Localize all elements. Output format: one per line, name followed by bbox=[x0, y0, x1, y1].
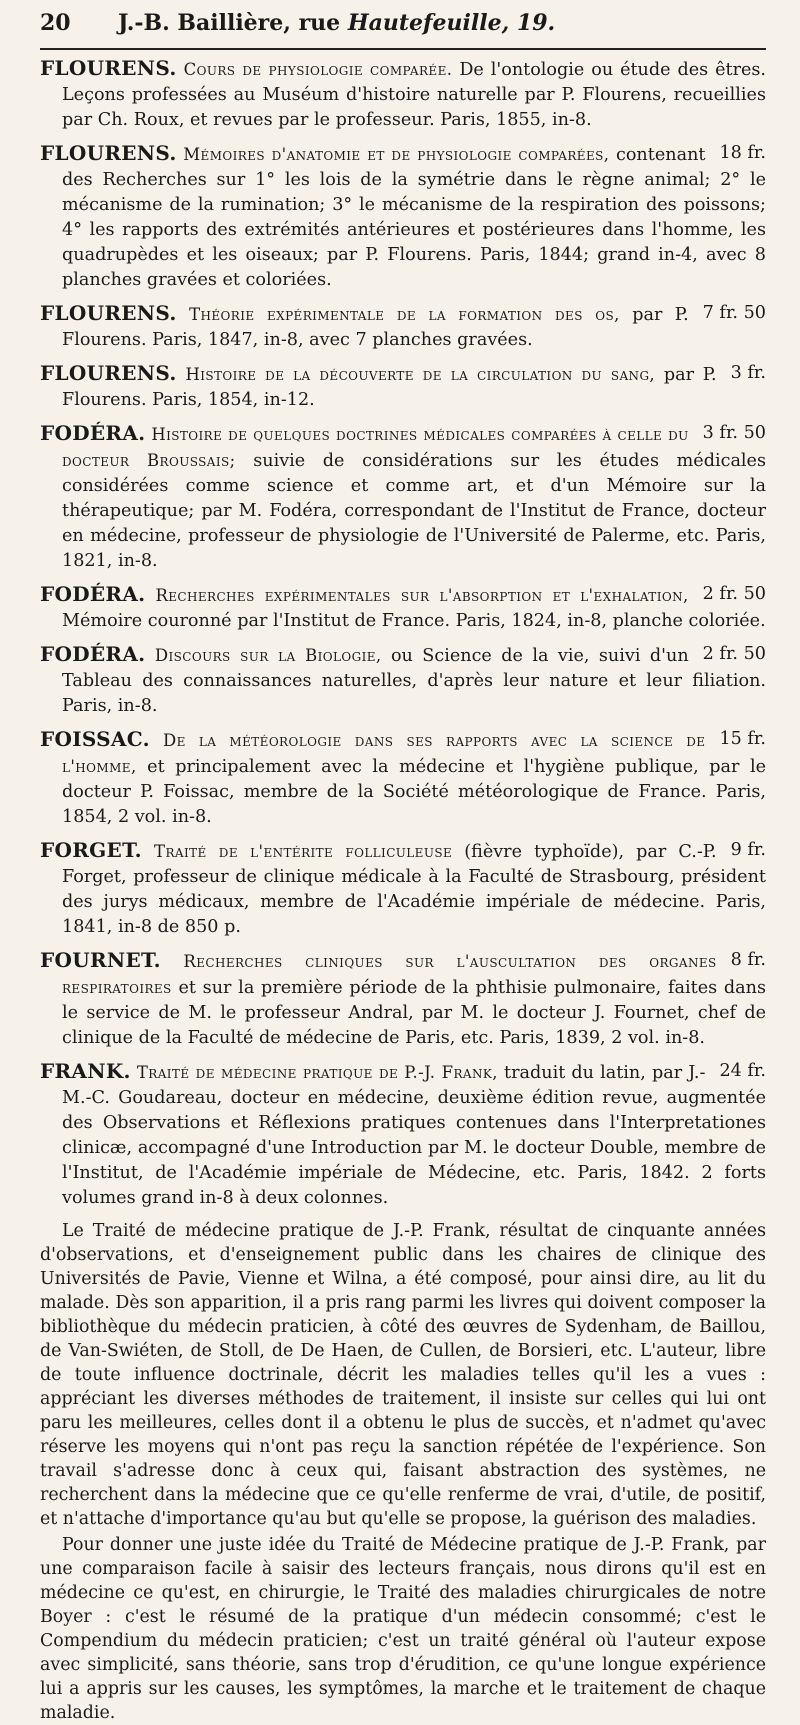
entry-price: 2 fr. 50 bbox=[702, 644, 766, 664]
catalogue-entry bbox=[40, 642, 766, 719]
entry-price: 8 fr. bbox=[730, 950, 766, 970]
entry-price: 24 fr. bbox=[719, 1061, 766, 1081]
entry-author: FOISSAC. bbox=[40, 727, 150, 751]
entry-body: ou Science de la vie, suivi d'un Tableau des connaissances naturelles, d'après leur nature et leur filiation. Paris, in-8. bbox=[62, 646, 766, 716]
entry-title: Mémoires d'anatomie et de physiologie comparées, bbox=[183, 145, 610, 164]
entry-author: FLOURENS. bbox=[40, 141, 177, 165]
entry-title: Recherches expérimentales sur l'absorption et l'exhalation, bbox=[155, 586, 689, 605]
entry-author: FODÉRA. bbox=[40, 582, 146, 606]
entry-price: 3 fr. 50 bbox=[702, 423, 766, 443]
entry-price: 2 fr. 50 bbox=[702, 584, 766, 604]
catalogue-entries bbox=[40, 56, 766, 1211]
entry-title: Histoire de la découverte de la circulation du sang, bbox=[185, 365, 656, 384]
entry-body: Mémoire couronné par l'Institut de France. Paris, 1824, in-8, planche coloriée. bbox=[62, 611, 766, 631]
catalogue-entry bbox=[40, 838, 766, 940]
entry-price: 15 fr. bbox=[719, 729, 766, 749]
entry-title: Traité de médecine pratique de P.-J. Frank, bbox=[136, 1063, 498, 1082]
header-rule bbox=[40, 48, 766, 50]
entry-body: par P. Flourens. Paris, 1854, in-12. bbox=[62, 365, 717, 410]
entry-body: De l'ontologie ou étude des êtres. Leçons professées au Muséum d'histoire naturelle par P. Flourens, recueillies par Ch. Roux, et revues par le professeur. Paris, 1855, in-8. bbox=[62, 60, 767, 130]
page-number: 20 bbox=[40, 10, 71, 36]
catalogue-entry bbox=[40, 421, 766, 574]
entry-title: Traité de l'entérite folliculeuse bbox=[154, 842, 453, 861]
catalogue-entry bbox=[40, 141, 766, 293]
entry-author: FODÉRA. bbox=[40, 642, 146, 666]
running-title bbox=[118, 10, 555, 36]
catalogue-entry bbox=[40, 361, 766, 413]
entry-author: FORGET. bbox=[40, 838, 142, 862]
entry-price: 18 fr. bbox=[719, 143, 766, 163]
entry-price: 9 fr. bbox=[730, 840, 766, 860]
catalogue-entry bbox=[40, 301, 766, 353]
entry-body: (fièvre typhoïde), par C.-P. Forget, professeur de clinique médicale à la Faculté de Strasbourg, président des jurys médicaux, membre de l'Académie impériale de médecine. Paris, 1841, in-8 de 850 p. bbox=[62, 842, 766, 937]
entry-body: suivie de considérations sur les études médicales considérées comme science et comme art, et d'un Mémoire sur la thérapeutique; par M. Fodéra, correspondant de l'Institut de France, docteur en médecine, professeur de physiologie de l'Université de Palerme, etc. Paris, 1821, in-8. bbox=[62, 451, 767, 571]
entry-body: contenant des Recherches sur 1° les lois de la symétrie dans le règne animal; 2° le mécanisme de la rumination; 3° le mécanisme de la respiration des poissons; 4° les rapports des extrémités antérieures et postérieures dans l'homme, les quadrupèdes et les oiseaux; par P. Flourens. Paris, 1844; grand in-4, avec 8 planches gravées et coloriées. bbox=[62, 145, 766, 290]
entry-author: FLOURENS. bbox=[40, 361, 177, 385]
entry-price: 3 fr. bbox=[730, 363, 766, 383]
entry-author: FOURNET. bbox=[40, 948, 161, 972]
catalogue-entry bbox=[40, 948, 766, 1051]
entry-body: traduit du latin, par J.-M.-C. Goudareau, docteur en médecine, deuxième édition revue, augmentée des Observations et Réflexions pratiques contenues dans l'Interpretationes clinicæ, accompagné d'une Introduction par M. le docteur Double, membre de l'Institut, de l'Académie impériale de Médecine, etc. Paris, 1842. 2 forts volumes grand in-8 à deux colonnes. bbox=[62, 1063, 766, 1208]
entry-title: Recherches cliniques sur l'auscultation des organes respiratoires bbox=[62, 952, 717, 997]
publisher-name: J.-B. Baillière, rue bbox=[118, 10, 348, 36]
entry-title: Cours de physiologie comparée. bbox=[183, 60, 453, 79]
entry-title: De la météorologie dans ses rapports avec la science de l'homme, bbox=[62, 731, 706, 776]
frank-description-paragraph: Pour donner une juste idée du Traité de Médecine pratique de J.-P. Frank, par une comparaison facile à saisir des lecteurs français, nous dirons qu'il est en médecine ce qu'est, en chirurgie, le Traité des maladies chirurgicales de notre Boyer : c'est le résumé de la pratique d'un médecin consommé; c'est le Compendium du médecin praticien; c'est un traité général où l'auteur expose avec simplicité, sans théorie, sans trop d'érudition, ce qu'une longue expérience lui a appris sur les causes, les symptômes, la marche et le traitement de chaque maladie. bbox=[40, 1535, 766, 1723]
entry-title: Discours sur la Biologie, bbox=[154, 646, 382, 665]
entry-price: 7 fr. 50 bbox=[702, 303, 766, 323]
catalogue-entry bbox=[40, 56, 766, 133]
catalogue-entry bbox=[40, 1059, 766, 1211]
entry-author: FLOURENS. bbox=[40, 301, 177, 325]
entry-body: par P. Flourens. Paris, 1847, in-8, avec 7 planches gravées. bbox=[62, 305, 689, 350]
publisher-address: Hautefeuille, 19. bbox=[347, 10, 556, 36]
entry-title: Histoire de quelques doctrines médicales comparées à celle du docteur Broussais; bbox=[62, 425, 689, 470]
entry-author: FODÉRA. bbox=[40, 421, 146, 445]
entry-body: et principalement avec la médecine et l'hygiène publique, par le docteur P. Foissac, membre de la Société météorologique de France. Paris, 1854, 2 vol. in-8. bbox=[62, 757, 767, 827]
entry-body: et sur la première période de la phthisie pulmonaire, faites dans le service de M. le professeur Andral, par M. le docteur J. Fournet, chef de clinique de la Faculté de médecine de Paris, etc. Paris, 1839, 2 vol. in-8. bbox=[62, 978, 766, 1048]
entry-author: FLOURENS. bbox=[40, 56, 177, 80]
running-header bbox=[40, 10, 766, 54]
entry-author: FRANK. bbox=[40, 1059, 131, 1083]
entry-title: Théorie expérimentale de la formation des os, bbox=[189, 305, 620, 324]
catalogue-entry bbox=[40, 582, 766, 634]
catalogue-entry bbox=[40, 727, 766, 830]
frank-description-paragraph: Le Traité de médecine pratique de J.-P. Frank, résultat de cinquante années d'observations, et d'enseignement public dans les chaires de clinique des Universités de Pavie, Vienne et Wilna, a été composé, pour ainsi dire, au lit du malade. Dès son apparition, il a pris rang parmi les livres qui doivent composer la bibliothèque du médecin praticien, à côté des œuvres de Sydenham, de Baillou, de Van-Swiéten, de Stoll, de De Haen, de Cullen, de Borsieri, etc. L'auteur, libre de toute influence doctrinale, décrit les maladies telles qu'il les a vues : appréciant les diverses méthodes de traitement, il insiste sur celles qui lui ont paru les meilleures, celles dont il a obtenu le plus de succès, et n'admet qu'avec réserve les moyens qui n'ont pas reçu la sanction répétée de l'expérience. Son travail s'adresse donc à ceux qui, faisant abstraction des systèmes, ne recherchent dans la médecine que ce qu'elle renferme de vrai, d'utile, de positif, et n'attache d'importance qu'au but qu'elle se propose, la guérison des maladies. bbox=[40, 1221, 766, 1529]
